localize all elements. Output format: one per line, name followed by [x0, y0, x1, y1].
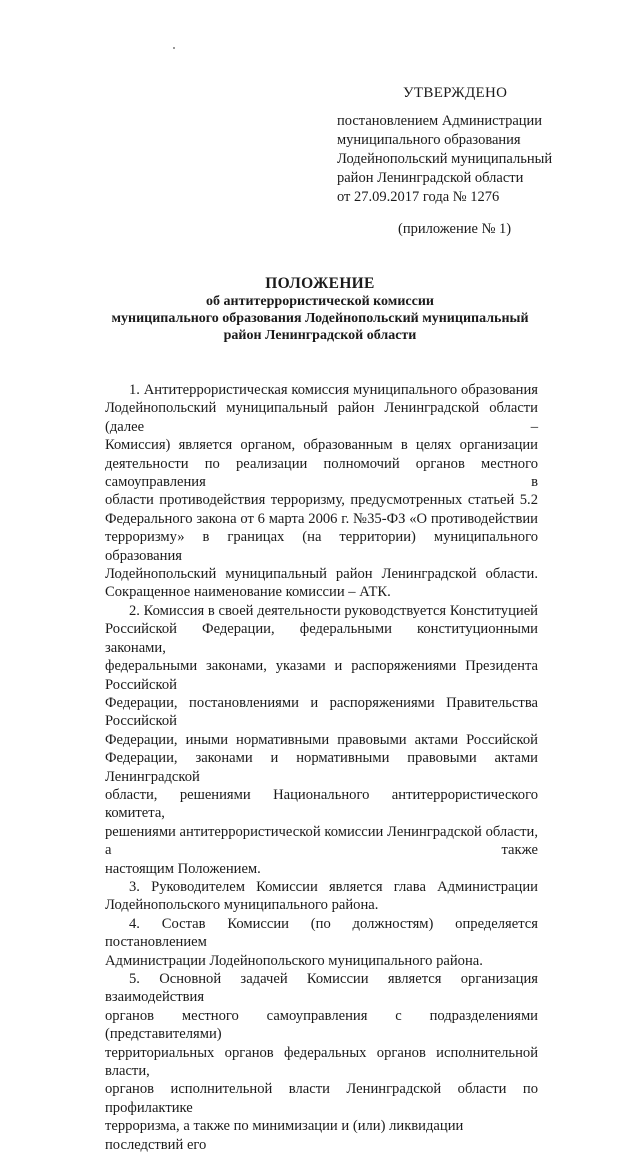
paragraph-line: 5. Основной задачей Комиссии является организация взаимодействия — [105, 971, 538, 1006]
paragraph-line: Лодейнопольский муниципальный район Ленинградской области (далее – — [105, 400, 538, 435]
approval-stamp-heading: УТВЕРЖДЕНО — [403, 85, 508, 101]
paragraph-line: Администрации Лодейнопольского муниципального района. — [105, 952, 483, 969]
paragraph-line: деятельности по реализации полномочий органов местного самоуправления в — [105, 455, 538, 491]
paragraph — [105, 878, 538, 915]
paragraph-line: Лодейнопольский муниципальный район Ленинградской области. — [105, 566, 538, 583]
paragraph-line: 1. Антитеррористическая комиссия муниципального образования — [129, 382, 538, 398]
paragraph-line: терроризма, а также по минимизации и (или) ликвидации последствий его — [105, 1118, 464, 1153]
appendix-label: (приложение № 1) — [398, 221, 512, 237]
paragraph-line: 4. Состав Комиссии (по должностям) определяется постановлением — [105, 915, 538, 951]
document-subtitle-line: район Ленинградской области — [223, 328, 417, 343]
document-subtitle-line: муниципального образования Лодейнопольский муниципальный — [111, 311, 529, 326]
decree-line: постановлением Администрации — [337, 113, 543, 129]
document-title: ПОЛОЖЕНИЕ — [265, 275, 375, 292]
paragraph-line: 2. Комиссия в своей деятельности руководствуется Конституцией — [129, 602, 538, 619]
paragraph-line: Федерации, иными нормативными правовыми актами Российской — [105, 731, 538, 748]
decree-reference — [337, 112, 552, 207]
decree-line: муниципального образования — [337, 132, 521, 148]
paragraph-line: 3. Руководителем Комиссии является глава Администрации — [129, 878, 538, 895]
paragraph-line: решениями антитеррористической комиссии Ленинградской области, а также — [105, 823, 538, 859]
paragraph-line: настоящим Положением. — [105, 860, 261, 877]
document-title-block — [100, 275, 540, 344]
scan-speck — [173, 47, 175, 49]
paragraph-line: Федерации, законами и нормативными правовыми актами Ленинградской — [105, 750, 538, 785]
paragraph-line: Комиссия) является органом, образованным в целях организации — [105, 437, 538, 454]
decree-line: Лодейнопольский муниципальный — [337, 151, 553, 167]
paragraph — [105, 915, 538, 970]
paragraph-line: Лодейнопольского муниципального района. — [105, 897, 379, 914]
paragraph-line: Федерации, постановлениями и распоряжениями Правительства Российской — [105, 694, 538, 730]
paragraph-line: органов местного самоуправления с подразделениями (представителями) — [105, 1007, 538, 1043]
decree-line: от 27.09.2017 года № 1276 — [337, 189, 500, 205]
paragraph — [105, 970, 538, 1154]
paragraph-line: терроризму» в границах (на территории) муниципального образования — [105, 529, 538, 564]
decree-line: район Ленинградской области — [337, 170, 524, 186]
paragraph-line: Федерального закона от 6 марта 2006 г. №35-ФЗ «О противодействии — [105, 510, 538, 527]
paragraph-line: Сокращенное наименование комиссии – АТК. — [105, 584, 391, 601]
document-subtitle-line: об антитеррористической комиссии — [206, 294, 434, 309]
paragraph-line: органов исполнительной власти Ленинградской области по профилактике — [105, 1081, 538, 1116]
document-body — [105, 381, 538, 1154]
paragraph — [105, 381, 538, 602]
paragraph — [105, 602, 538, 878]
paragraph-line: федеральными законами, указами и распоряжениями Президента Российской — [105, 658, 538, 693]
paragraph-line: Российской Федерации, федеральными конституционными законами, — [105, 621, 538, 656]
paragraph-line: области, решениями Национального антитеррористического комитета, — [105, 786, 538, 822]
paragraph-line: территориальных органов федеральных органов исполнительной власти, — [105, 1044, 538, 1080]
paragraph-line: области противодействия терроризму, предусмотренных статьей 5.2 — [105, 492, 538, 509]
